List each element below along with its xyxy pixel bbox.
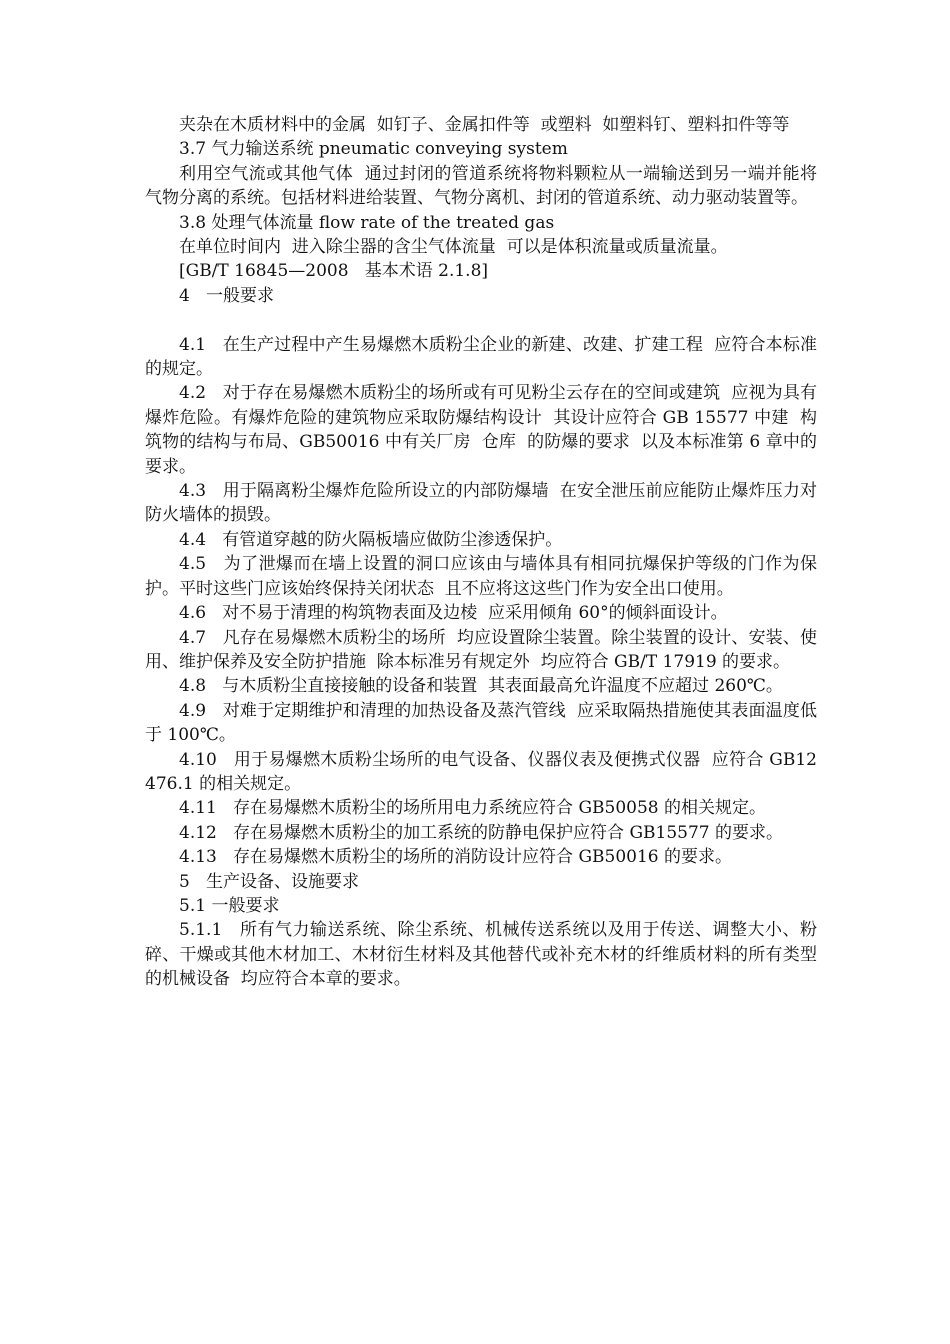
clause-4-5: 4.5 为了泄爆而在墙上设置的洞口应该由与墙体具有相同抗爆保护等级的门作为保护。平时这些门应该始终保持关闭状态 且不应将这这些门作为安全出口使用。: [145, 554, 817, 599]
clause-5-1-1: 5.1.1 所有气力输送系统、除尘系统、机械传送系统以及用于传送、调整大小、粉碎、干燥或其他木材加工、木材衍生材料及其他替代或补充木材的纤维质材料的所有类型的机械设备 均应符合本章的要求。: [145, 920, 817, 990]
term-3-8-reference: [GB/T 16845—2008 基本术语 2.1.8]: [179, 261, 489, 282]
section-5-1-heading: 5.1 一般要求: [179, 895, 280, 916]
clause-4-12: 4.12 存在易爆燃木质粉尘的加工系统的防静电保护应符合 GB15577 的要求。: [179, 822, 784, 843]
clause-4-6: 4.6 对不易于清理的构筑物表面及边棱 应采用倾角 60°的倾斜面设计。: [179, 603, 728, 624]
clause-4-10: 4.10 用于易爆燃木质粉尘场所的电气设备、仪器仪表及便携式仪器 应符合 GB12476.1 的相关规定。: [145, 749, 817, 794]
clause-4-11: 4.11 存在易爆燃木质粉尘的场所用电力系统应符合 GB50058 的相关规定。: [179, 798, 767, 819]
blank-line: [145, 308, 817, 332]
clause-4-13: 4.13 存在易爆燃木质粉尘的场所的消防设计应符合 GB50016 的要求。: [179, 847, 733, 868]
clause-4-9: 4.9 对难于定期维护和清理的加热设备及蒸汽管线 应采取隔热措施使其表面温度低于 100℃。: [145, 700, 817, 746]
section-4-heading: 4 一般要求: [179, 285, 275, 306]
section-5-heading: 5 生产设备、设施要求: [179, 871, 360, 892]
document-body: [145, 113, 828, 992]
clause-4-4: 4.4 有管道穿越的防火隔板墙应做防尘渗透保护。: [179, 529, 563, 550]
paragraph-metal-inclusion: 夹杂在木质材料中的金属 如钉子、金属扣件等 或塑料 如塑料钉、塑料扣件等等: [179, 115, 790, 135]
term-3-8-heading: 3.8 处理气体流量 flow rate of the treated gas: [179, 212, 555, 233]
clause-4-2: 4.2 对于存在易爆燃木质粉尘的场所或有可见粉尘云存在的空间或建筑 应视为具有爆炸危险。有爆炸危险的建筑物应采取防爆结构设计 其设计应符合 GB 15577 中建 构 筑物的结构与布局、GB50016 中有关厂房 仓库 的防爆的要求 以及本标准第 6 章中的要求。: [145, 383, 828, 477]
term-3-7-heading: 3.7 气力输送系统 pneumatic conveying system: [179, 139, 568, 160]
clause-4-7: 4.7 凡存在易爆燃木质粉尘的场所 均应设置除尘装置。除尘装置的设计、安装、使用、维护保养及安全防护措施 除本标准另有规定外 均应符合 GB/T 17919 的要求。: [145, 627, 817, 672]
clause-4-1: 4.1 在生产过程中产生易爆燃木质粉尘企业的新建、改建、扩建工程 应符合本标准的规定。: [145, 334, 817, 380]
term-3-8-definition: 在单位时间内 进入除尘器的含尘气体流量 可以是体积流量或质量流量。: [179, 237, 728, 258]
term-3-7-definition: 利用空气流或其他气体 通过封闭的管道系统将物料颗粒从一端输送到另一端并能将气物分离的系统。包括材料进给装置、气物分离机、封闭的管道系统、动力驱动装置等。: [145, 163, 817, 209]
clause-4-3: 4.3 用于隔离粉尘爆炸危险所设立的内部防爆墙 在安全泄压前应能防止爆炸压力对防火墙体的损毁。: [145, 481, 817, 526]
clause-4-8: 4.8 与木质粉尘直接接触的设备和装置 其表面最高允许温度不应超过 260℃。: [179, 676, 783, 697]
